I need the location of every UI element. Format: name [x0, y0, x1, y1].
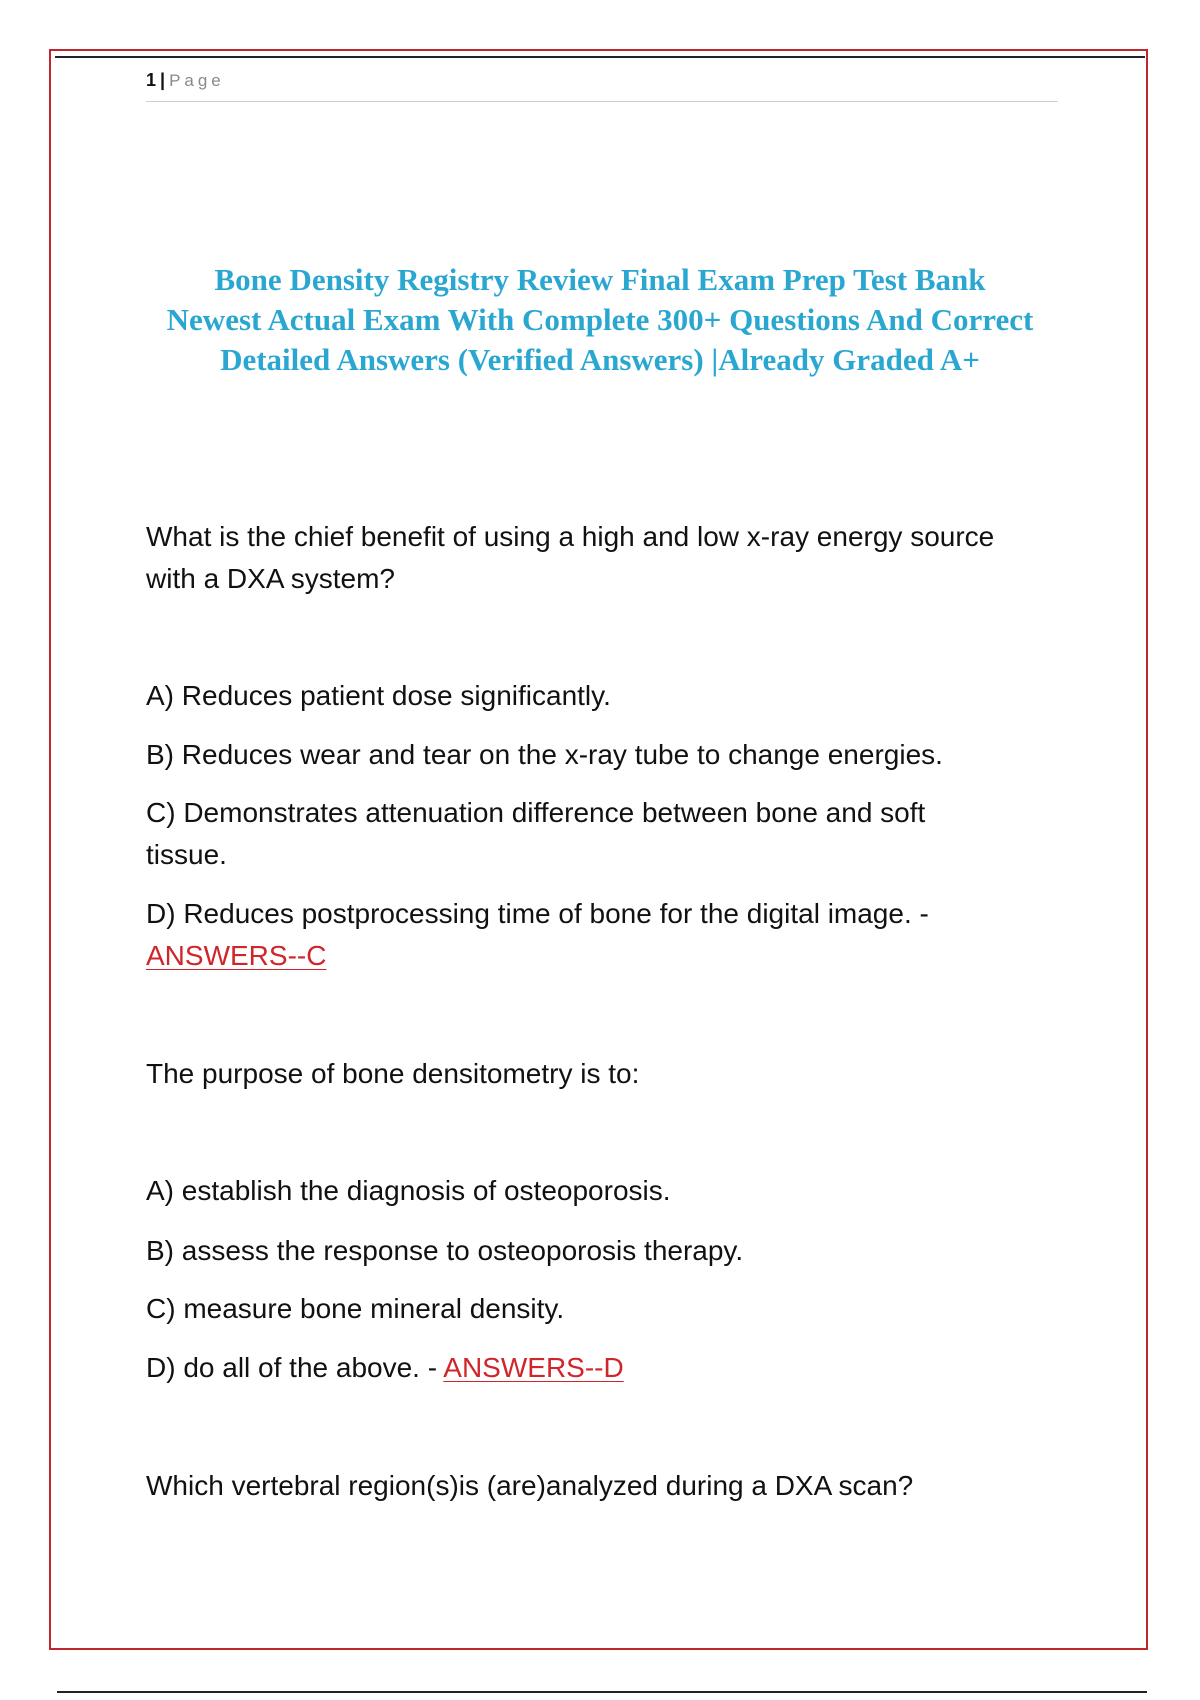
bottom-rule: [57, 1691, 1147, 1693]
question-1-option-b: B) Reduces wear and tear on the x-ray tube to change energies.: [146, 739, 943, 770]
question-3-stem-line: Which vertebral region(s)is (are)analyzed during a DXA scan?: [146, 1470, 914, 1501]
question-2-option-c: C) measure bone mineral density.: [146, 1293, 565, 1324]
title-line: Newest Actual Exam With Complete 300+ Questions And Correct: [166, 302, 1034, 337]
title-line: Bone Density Registry Review Final Exam Prep Test Bank: [214, 262, 986, 297]
question-2-option-d-line: [146, 1347, 1066, 1389]
page-word: Page: [169, 71, 225, 90]
page-separator: |: [160, 70, 166, 90]
question-1-option-d: D) Reduces postprocessing time of bone for the digital image. -: [146, 898, 929, 929]
page-header: [146, 70, 1058, 102]
question-1-stem-line: What is the chief benefit of using a high and low x-ray energy source: [146, 521, 995, 552]
question-2-stem-line: The purpose of bone densitometry is to:: [146, 1058, 640, 1089]
question-1-option-a: A) Reduces patient dose significantly.: [146, 680, 611, 711]
question-1-option-c-cont: tissue.: [146, 839, 227, 870]
question-1-stem-line: with a DXA system?: [146, 563, 395, 594]
question-2-option-d: D) do all of the above. -: [146, 1352, 438, 1383]
question-1-answer-line: [146, 935, 1066, 977]
question-1-option-c: C) Demonstrates attenuation difference between bone and soft: [146, 797, 926, 828]
question-2-answer: ANSWERS--D: [443, 1352, 624, 1383]
page-number: 1: [146, 70, 157, 90]
document-title: [140, 260, 1060, 380]
question-1-answer: ANSWERS--C: [146, 940, 327, 971]
question-2-option-b: B) assess the response to osteoporosis therapy.: [146, 1235, 744, 1266]
question-2-option-a: A) establish the diagnosis of osteoporosis.: [146, 1175, 671, 1206]
title-line: Detailed Answers (Verified Answers) |Already Graded A+: [220, 342, 980, 377]
